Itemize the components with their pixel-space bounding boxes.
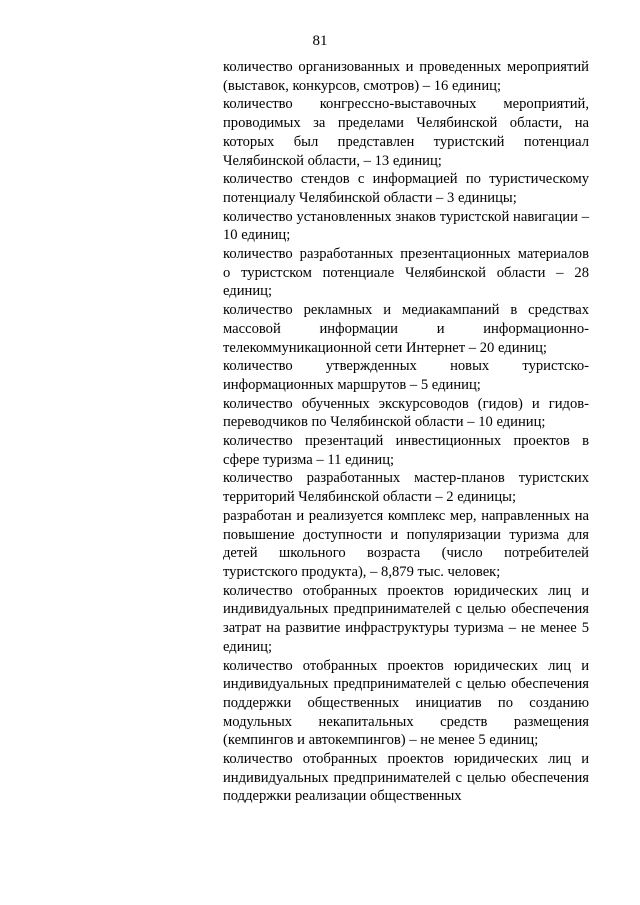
paragraph-trained-guides: количество обученных экскурсоводов (гидов) и гидов-переводчиков по Челябинской области – 10 единиц; [223, 395, 589, 431]
document-body [223, 58, 589, 806]
paragraph-infrastructure-projects: количество отобранных проектов юридических лиц и индивидуальных предпринимателей с целью обеспечения затрат на развитие инфраструктуры туризма – не менее 5 единиц; [223, 582, 589, 655]
paragraph-children-tourism: разработан и реализуется комплекс мер, направленных на повышение доступности и популяризации туризма для детей школьного возраста (число потребителей туристского продукта), – 8,879 тыс. человек; [223, 507, 589, 580]
paragraph-master-plans: количество разработанных мастер-планов туристских территорий Челябинской области – 2 единицы; [223, 470, 589, 506]
paragraph-tourist-routes: количество утвержденных новых туристско-информационных маршрутов – 5 единиц; [223, 358, 589, 393]
paragraph-events-count: количество организованных и проведенных мероприятий (выставок, конкурсов, смотров) – 16 единиц; [223, 59, 589, 94]
paragraph-congress-exhibitions: количество конгрессно-выставочных мероприятий, проводимых за пределами Челябинской области, на которых был представлен туристский потенциал Челябинской области, – 13 единиц; [223, 96, 589, 169]
paragraph-investment-presentations: количество презентаций инвестиционных проектов в сфере туризма – 11 единиц; [223, 433, 589, 468]
paragraph-info-stands: количество стендов с информацией по туристическому потенциалу Челябинской области – 3 единицы; [223, 171, 589, 206]
page-number: 81 [312, 33, 328, 49]
paragraph-presentation-materials: количество разработанных презентационных материалов о туристском потенциале Челябинской области – 28 единиц; [223, 246, 589, 300]
paragraph-media-campaigns: количество рекламных и медиакампаний в средствах массовой информации и информационно-телекоммуникационной сети Интернет – 20 единиц; [223, 302, 589, 356]
paragraph-navigation-signs: количество установленных знаков туристской навигации – 10 единиц; [223, 208, 589, 244]
paragraph-camping-projects: количество отобранных проектов юридических лиц и индивидуальных предпринимателей с целью обеспечения поддержки общественных инициатив по созданию модульных некапитальных средств размещения (кемпингов и автокемпингов) – не менее 5 единиц; [223, 657, 589, 749]
paragraph-public-initiatives: количество отобранных проектов юридических лиц и индивидуальных предпринимателей с целью обеспечения поддержки реализации общественных [223, 751, 589, 805]
